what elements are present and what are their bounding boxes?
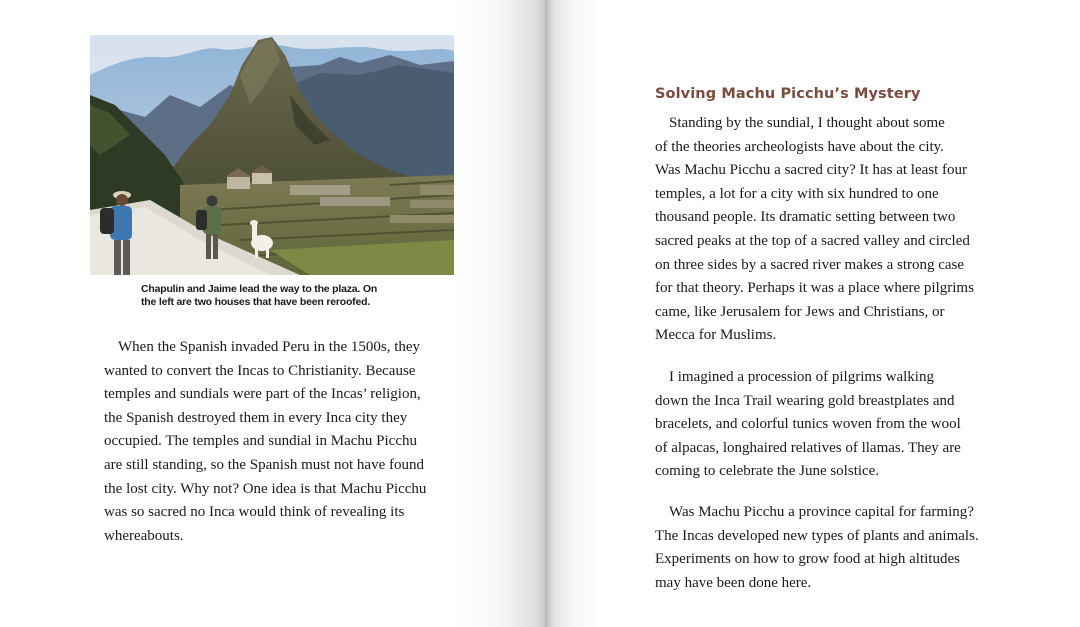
text-line: Standing by the sundial, I thought about some [669,115,945,131]
text-line: sacred peaks at the top of a sacred valley and circled [655,232,970,249]
text-line: temples, a lot for a city with six hundred to one [655,185,939,202]
text-line: the lost city. Why not? One idea is that Machu Picchu [104,480,427,497]
text-line: wanted to convert the Incas to Christianity. Because [104,362,416,379]
text-line: occupied. The temples and sundial in Machu Picchu [104,433,417,450]
gutter-shadow-left [455,0,545,627]
text-line: Mecca for Muslims. [655,327,777,344]
text-line: for that theory. Perhaps it was a place where pilgrims [655,280,974,297]
section-heading: Solving Machu Picchu’s Mystery [655,86,921,102]
right-page [545,0,1080,627]
text-line: The Incas developed new types of plants and animals. [655,527,979,544]
text-line: I imagined a procession of pilgrims walking [669,369,934,385]
text-line: down the Inca Trail wearing gold breastplates and [655,392,955,409]
text-line: Experiments on how to grow food at high altitudes [655,551,960,568]
gutter-shadow-right [545,0,605,627]
text-line: When the Spanish invaded Peru in the 1500s, they [118,339,421,355]
text-line: on three sides by a sacred river makes a strong case [655,256,965,273]
text-line: temples and sundials were part of the Incas’ religion, [104,386,421,403]
right-paragraph-1 [655,112,1035,348]
text-line: coming to celebrate the June solstice. [655,463,880,480]
text-line: may have been done here. [655,574,812,591]
text-line: of alpacas, longhaired relatives of llamas. They are [655,439,961,456]
text-line: of the theories archeologists have about the city. [655,138,944,155]
caption-line: the left are two houses that have been reroofed. [141,296,371,308]
caption-line: Chapulin and Jaime lead the way to the plaza. On [141,283,378,295]
text-line: whereabouts. [104,527,184,544]
text-line: thousand people. Its dramatic setting between two [655,209,956,226]
text-line: bracelets, and colorful tunics woven from the wool [655,416,961,433]
left-paragraph [104,336,484,548]
text-line: Was Machu Picchu a sacred city? It has at least four [655,162,968,179]
photo-caption [141,283,441,309]
right-paragraph-2 [655,366,1035,484]
text-line: was so sacred no Inca would think of revealing its [104,504,405,521]
text-line: are still standing, so the Spanish must not have found [104,456,424,473]
text-line: Was Machu Picchu a province capital for farming? [669,504,974,520]
text-line: came, like Jerusalem for Jews and Christians, or [655,303,945,320]
text-line: the Spanish destroyed them in every Inca city they [104,409,408,426]
machu-picchu-photo [90,35,454,275]
right-paragraph-3 [655,501,1035,595]
